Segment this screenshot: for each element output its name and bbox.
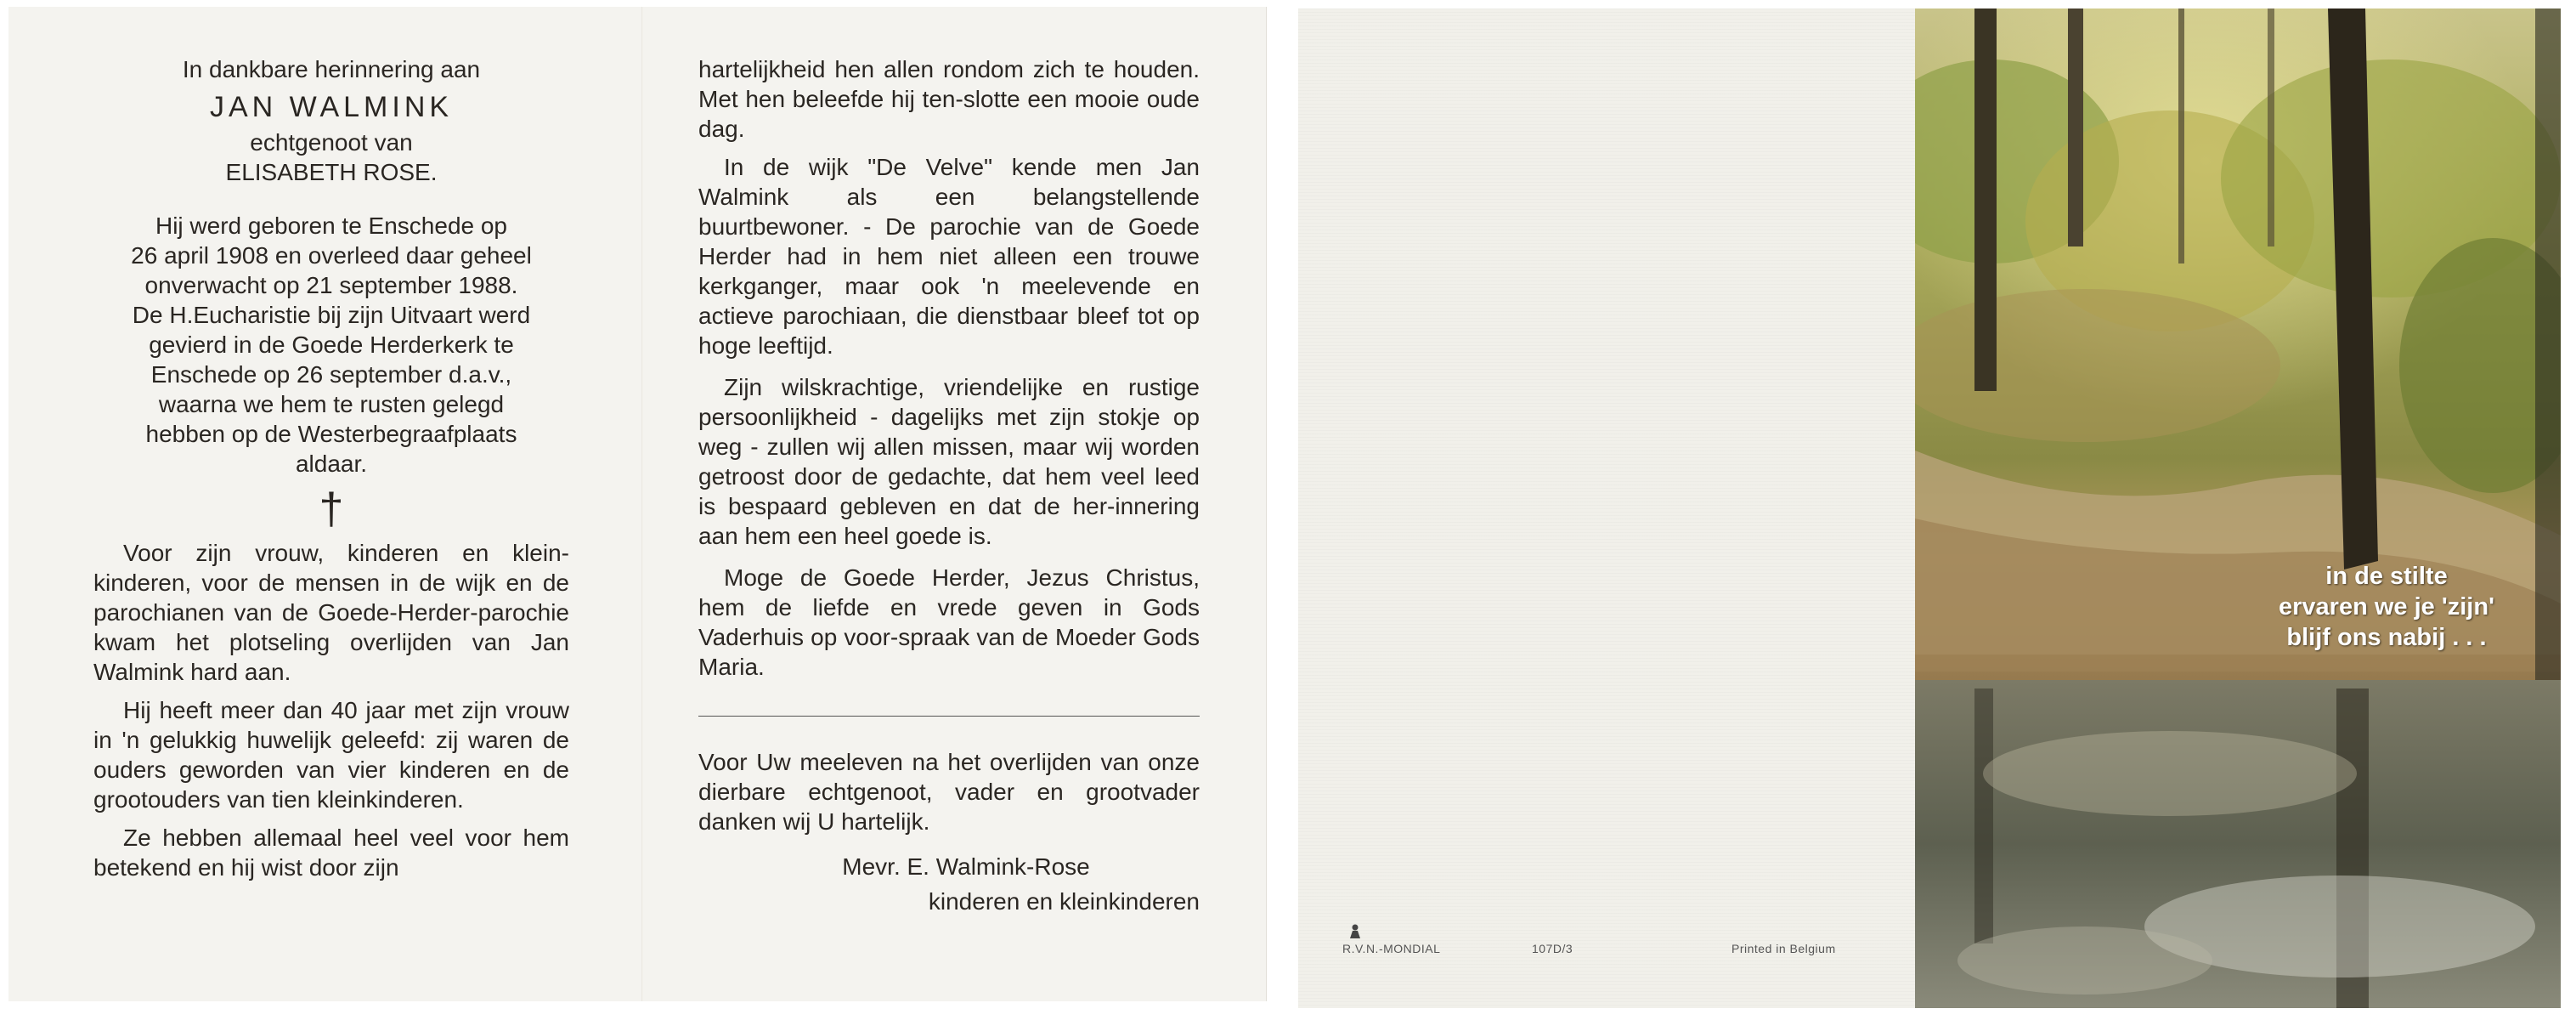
verse-line-2: ervaren we je 'zijn' xyxy=(2279,593,2494,620)
left-text-column xyxy=(93,54,569,882)
funeral-line-5: hebben op de Westerbegraafplaats xyxy=(145,421,517,447)
paragraph-marriage: Hij heeft meer dan 40 jaar met zijn vrouw in 'n gelukkig huwelijk geleefd: zij waren de ouders geworden van vier kinderen en de grootouders van tien kleinkinderen. xyxy=(93,697,569,813)
thanks-text: Voor Uw meeleven na het overlijden van onze dierbare echtgenoot, vader en grootvader danken wij U hartelijk. xyxy=(698,749,1200,835)
intro-line: In dankbare herinnering aan xyxy=(182,56,481,82)
birth-death-line-2: 26 april 1908 en overleed daar geheel xyxy=(131,242,532,269)
birth-death-line-3: onverwacht op 21 september 1988. xyxy=(144,272,518,298)
paragraph-neighborhood: In de wijk "De Velve" kende men Jan Walmink als een belangstellende buurtbewoner. - De parochie van de Goede Herder had in hem niet alleen een trouwe kerkganger, maar ook 'n meelevende en actieve parochiaan, die dienstbaar bleef tot op hoge leeftijd. xyxy=(698,154,1200,359)
signature-name: Mevr. E. Walmink-Rose xyxy=(842,853,1090,880)
divider xyxy=(698,716,1200,717)
forest-photo xyxy=(1915,8,2561,1008)
funeral-line-3: Enschede op 26 september d.a.v., xyxy=(150,361,512,388)
card-code: 107D/3 xyxy=(1532,942,1573,955)
paragraph-personality: Zijn wilskrachtige, vriendelijke en rustige persoonlijkheid - dagelijks met zijn stokje op weg - zullen wij allen missen, maar wij worden getroost door de gedachte, dat hem veel leed is bespaard gebleven en dat de her-innering aan hem een heel goede is. xyxy=(698,374,1200,549)
verse-line-1: in de stilte xyxy=(2325,563,2448,590)
verse-line-3: blijf ons nabij . . . xyxy=(2286,624,2487,651)
memorial-card-photo-side xyxy=(1298,8,2561,1008)
funeral-line-6: aldaar. xyxy=(295,450,368,477)
paragraph-meaning: Ze hebben allemaal heel veel voor hem betekend en hij wist door zijn xyxy=(93,824,569,881)
paragraph-prayer: Moge de Goede Herder, Jezus Christus, hem de liefde en vrede geven in Gods Vaderhuis op voor-spraak van de Moeder Gods Maria. xyxy=(698,564,1200,680)
cross-icon: † xyxy=(319,484,344,534)
blank-back-panel xyxy=(1298,8,1915,1008)
spouse-label: echtgenoot van xyxy=(250,129,413,156)
verse-text xyxy=(2238,561,2535,653)
right-text-column xyxy=(698,54,1200,916)
paragraph-warmth: hartelijkheid hen allen rondom zich te houden. Met hen beleefde hij ten-slotte een mooie oude dag. xyxy=(698,56,1200,142)
funeral-line-4: waarna we hem te rusten gelegd xyxy=(158,391,505,417)
birth-death-line-1: Hij werd geboren te Enschede op xyxy=(155,212,508,239)
memorial-card-text-side xyxy=(8,7,1267,1001)
publisher-text: R.V.N.-MONDIAL xyxy=(1342,942,1441,955)
funeral-line-1: De H.Eucharistie bij zijn Uitvaart werd xyxy=(132,302,531,328)
printed-in-text: Printed in Belgium xyxy=(1731,942,1836,955)
forest-image xyxy=(1915,8,2561,1008)
card-fold xyxy=(641,7,643,1001)
funeral-line-2: gevierd in de Goede Herderkerk te xyxy=(149,332,514,358)
signature-family: kinderen en kleinkinderen xyxy=(928,888,1200,915)
spouse-name: ELISABETH ROSE. xyxy=(225,159,438,185)
deceased-name: JAN WALMINK xyxy=(209,91,454,123)
paragraph-family: Voor zijn vrouw, kinderen en klein-kinderen, voor de mensen in de wijk en de parochianen van de Goede-Herder-parochie kwam het plotseling overlijden van Jan Walmink hard aan. xyxy=(93,540,569,685)
publisher-logo-icon xyxy=(1347,922,1363,939)
